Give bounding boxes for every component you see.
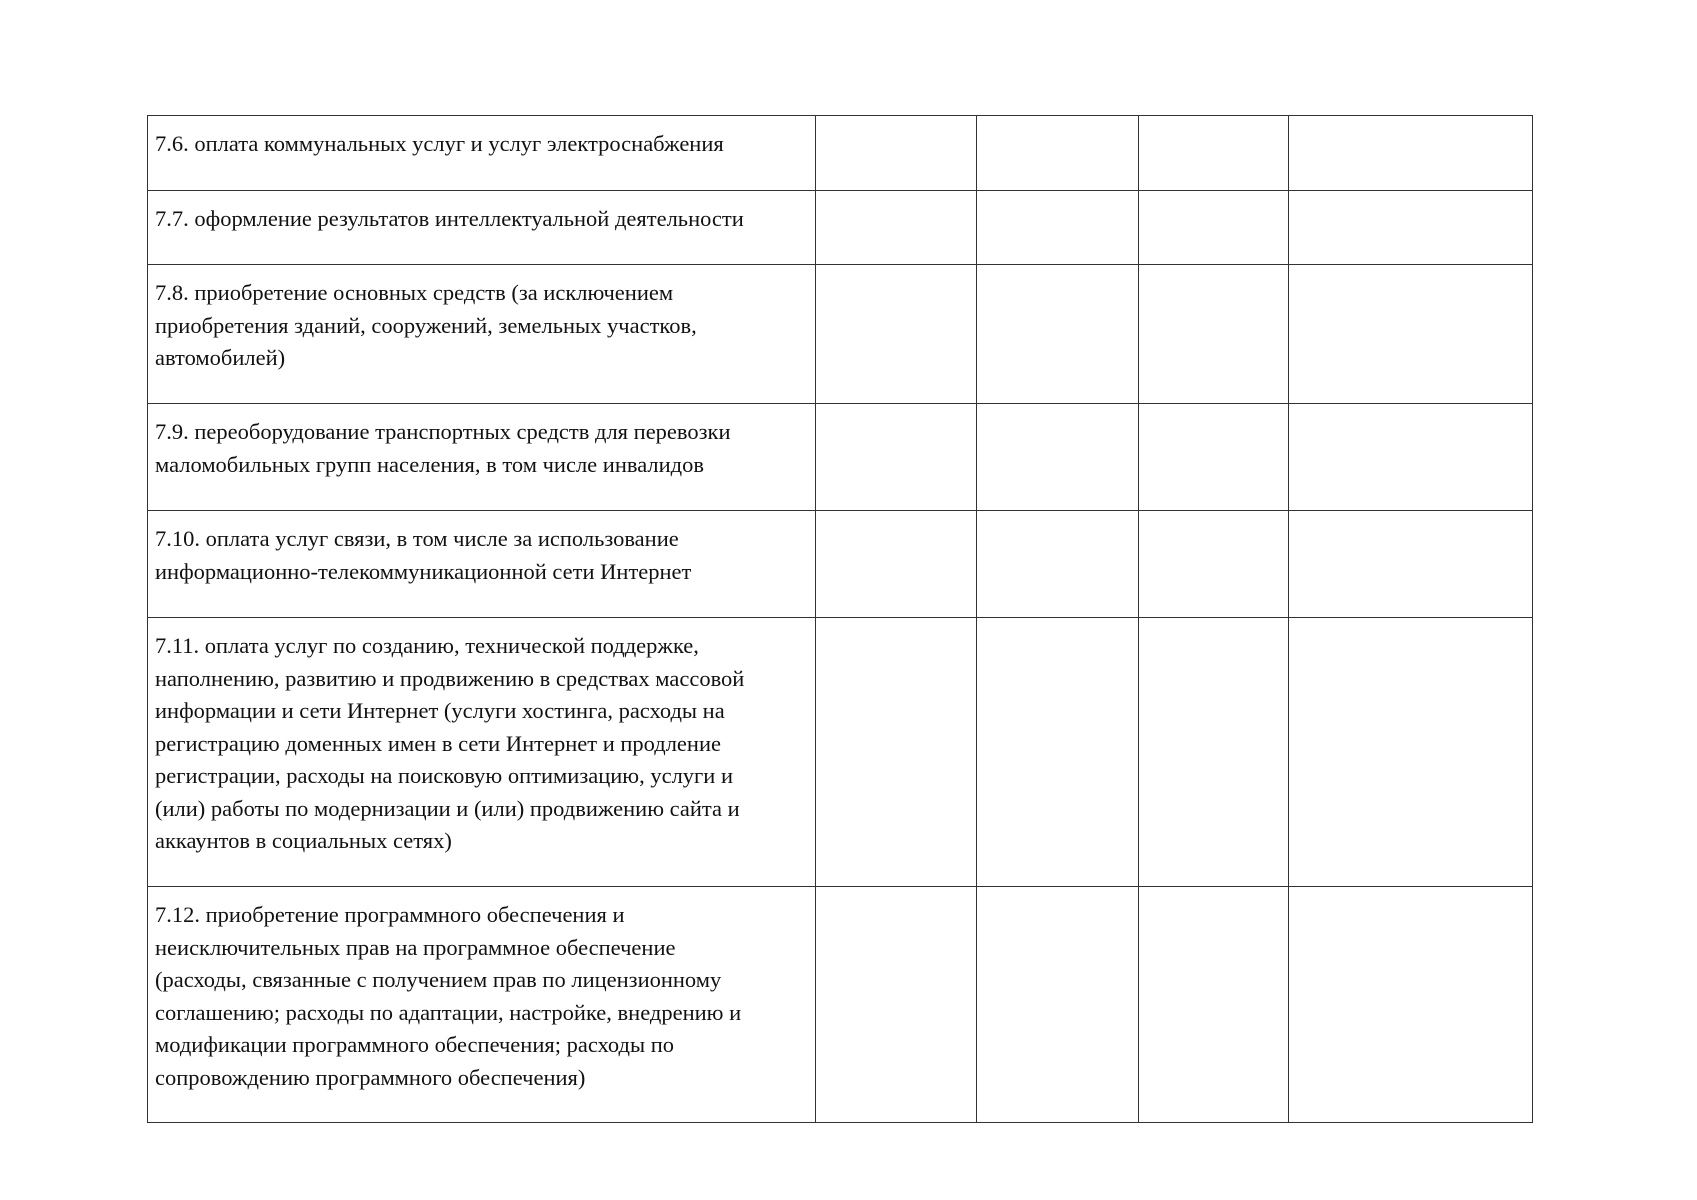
value-cell: [1139, 404, 1289, 511]
value-cell: [977, 191, 1139, 265]
value-cell: [816, 191, 977, 265]
expense-table: [147, 115, 1533, 1123]
value-cell: [1139, 116, 1289, 191]
value-cell: [977, 511, 1139, 618]
value-cell: [1289, 618, 1533, 887]
value-cell: [1139, 511, 1289, 618]
row-description: 7.12. приобретение программного обеспечения и неисключительных прав на программное обеспечение (расходы, связанные с получением прав по лицензионному соглашению; расходы по адаптации, настройке, внедрению и модификации программного обеспечения; расходы по сопровождению программного обеспечения): [148, 887, 816, 1123]
value-cell: [1139, 887, 1289, 1123]
table-row: [148, 511, 1533, 618]
value-cell: [816, 116, 977, 191]
row-description: 7.6. оплата коммунальных услуг и услуг электроснабжения: [148, 116, 816, 191]
value-cell: [977, 618, 1139, 887]
value-cell: [1289, 887, 1533, 1123]
value-cell: [816, 511, 977, 618]
row-description: 7.8. приобретение основных средств (за исключением приобретения зданий, сооружений, земельных участков, автомобилей): [148, 265, 816, 404]
value-cell: [1289, 265, 1533, 404]
value-cell: [1139, 265, 1289, 404]
value-cell: [1289, 511, 1533, 618]
value-cell: [977, 404, 1139, 511]
value-cell: [816, 618, 977, 887]
value-cell: [1289, 116, 1533, 191]
row-description: 7.7. оформление результатов интеллектуальной деятельности: [148, 191, 816, 265]
value-cell: [816, 887, 977, 1123]
table-row: [148, 116, 1533, 191]
value-cell: [1139, 618, 1289, 887]
row-description: 7.11. оплата услуг по созданию, технической поддержке, наполнению, развитию и продвижению в средствах массовой информации и сети Интернет (услуги хостинга, расходы на регистрацию доменных имен в сети Интернет и продление регистрации, расходы на поисковую оптимизацию, услуги и (или) работы по модернизации и (или) продвижению сайта и аккаунтов в социальных сетях): [148, 618, 816, 887]
value-cell: [977, 887, 1139, 1123]
table-row: [148, 404, 1533, 511]
value-cell: [1289, 404, 1533, 511]
table-row: [148, 265, 1533, 404]
value-cell: [1289, 191, 1533, 265]
value-cell: [1139, 191, 1289, 265]
table-row: [148, 887, 1533, 1123]
value-cell: [977, 265, 1139, 404]
row-description: 7.9. переоборудование транспортных средств для перевозки маломобильных групп населения, в том числе инвалидов: [148, 404, 816, 511]
value-cell: [816, 265, 977, 404]
value-cell: [977, 116, 1139, 191]
value-cell: [816, 404, 977, 511]
table-row: [148, 191, 1533, 265]
row-description: 7.10. оплата услуг связи, в том числе за использование информационно-телекоммуникационной сети Интернет: [148, 511, 816, 618]
table-row: [148, 618, 1533, 887]
